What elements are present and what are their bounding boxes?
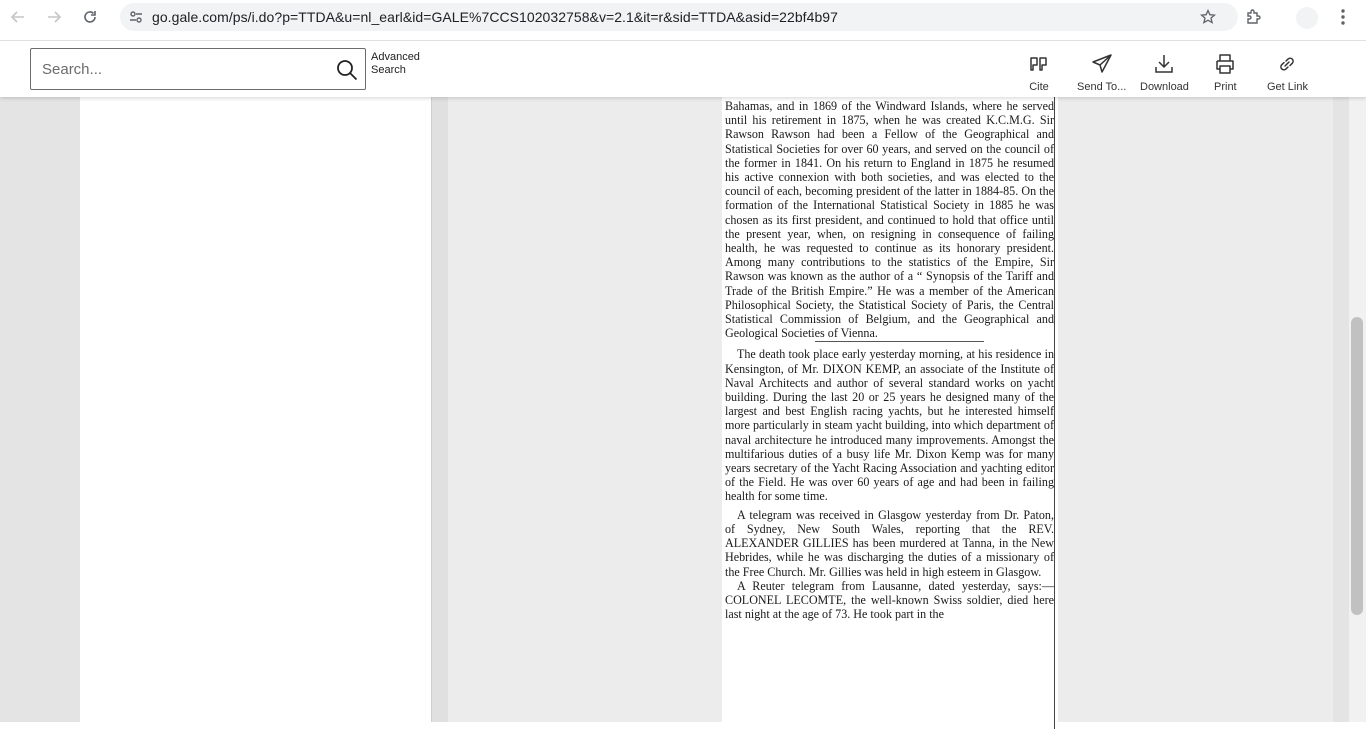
reload-icon (82, 9, 98, 25)
article-rule (815, 341, 984, 342)
star-icon[interactable] (1200, 9, 1216, 25)
download-button[interactable] (1140, 53, 1189, 93)
forward-button[interactable] (36, 0, 72, 34)
newspaper-page-image (722, 89, 1058, 729)
search-input[interactable] (42, 58, 322, 80)
search-icon[interactable] (336, 59, 358, 81)
kebab-menu-icon[interactable] (1335, 7, 1351, 27)
download-icon (1153, 53, 1175, 75)
puzzle-icon[interactable] (1244, 7, 1264, 27)
app-toolbar (0, 40, 1366, 97)
main-content (0, 97, 1366, 722)
profile-avatar[interactable] (1296, 7, 1318, 29)
get-link-button[interactable] (1267, 53, 1308, 93)
panel-divider[interactable] (432, 97, 448, 722)
quote-icon (1028, 53, 1050, 75)
search-box (30, 48, 366, 90)
send-to-label: Send To... (1077, 81, 1127, 93)
url-text[interactable]: go.gale.com/ps/i.do?p=TTDA&u=nl_earl&id=GALE%7CCS102032758&v=2.1&it=r&sid=TTDA&asid=22bf4b97 (152, 9, 838, 25)
arrow-right-icon (46, 9, 62, 25)
print-button[interactable] (1214, 53, 1237, 93)
address-bar[interactable] (120, 3, 1238, 31)
browser-toolbar (0, 0, 1366, 34)
get-link-label: Get Link (1267, 81, 1308, 93)
article-paragraph-2: The death took place early yesterday morning, at his residence in Kensington, of Mr. DIXON KEMP, an associate of the Institute of Naval Architects and author of several standard works on yacht building. During the last 20 or 25 years he designed many of the largest and best English racing yachts, but he interested himself more particularly in steam yacht building, into which department of naval architecture he introduced many improvements. Amongst the multifarious duties of a busy life Mr. Dixon Kemp was for many years secretary of the Yacht Racing Association and yachting editor of the Field. He was over 60 years of age and had been in failing health for some time. (725, 347, 1054, 504)
printer-icon (1214, 53, 1236, 75)
send-to-button[interactable] (1077, 53, 1126, 93)
cite-label: Cite (1029, 81, 1049, 93)
article-text (722, 89, 1058, 621)
link-icon (1276, 53, 1298, 75)
advanced-search-link[interactable] (371, 51, 431, 77)
scrollbar-thumb[interactable] (1351, 317, 1363, 615)
advanced-search-label-2: Search (371, 64, 406, 76)
paper-plane-icon (1091, 53, 1113, 75)
article-paragraph-1: Bahamas, and in 1869 of the Windward Islands, where he served until his retirement in 1875, when he was created K.C.M.G. Sir Rawson Rawson had been a Fellow of the Geographical and Statistical Societies for over 60 years, and served on the council of the former in 1841. On his return to England in 1875 he resumed his active connexion with both societies, and was elected to the council of each, becoming president of the latter in 1884-85. On the formation of the International Statistical Society in 1885 he was chosen as its first president, and continued to hold that office until the present year, when, on resigning in consequence of failing health, he was requested to continue as its honorary president. Among many contributions to the statistics of the Empire, Sir Rawson was known as the author of a “ Synopsis of the Tariff and Trade of the British Empire.” He was a member of the American Philosophical Society, the Statistical Society of Paris, the Central Statistical Commission of Belgium, and the Geographical and Geological Societies of Vienna. (725, 99, 1054, 341)
cite-button[interactable] (1028, 53, 1050, 93)
print-label: Print (1214, 81, 1237, 93)
article-paragraph-4: A Reuter telegram from Lausanne, dated yesterday, says:—COLONEL LECOMTE, the well-known Swiss soldier, died here last night at the age of 73. He took part in the (725, 578, 1054, 622)
advanced-search-label-1: Advanced (371, 51, 420, 63)
download-label: Download (1140, 81, 1189, 93)
site-info-icon[interactable] (120, 3, 152, 31)
page-scrollbar[interactable] (1349, 97, 1366, 722)
left-panel (80, 97, 432, 722)
column-rule (1054, 89, 1055, 729)
back-button[interactable] (0, 0, 36, 34)
reload-button[interactable] (72, 0, 108, 34)
article-paragraph-3: A telegram was received in Glasgow yesterday from Dr. Paton, of Sydney, New South Wales, reporting that the REV. ALEXANDER GILLIES has been murdered at Tanna, in the New Hebrides, while he was discharging the duties of a missionary of the Free Church. Mr. Gillies was held in high esteem in Glasgow. (725, 507, 1054, 579)
arrow-left-icon (10, 9, 26, 25)
